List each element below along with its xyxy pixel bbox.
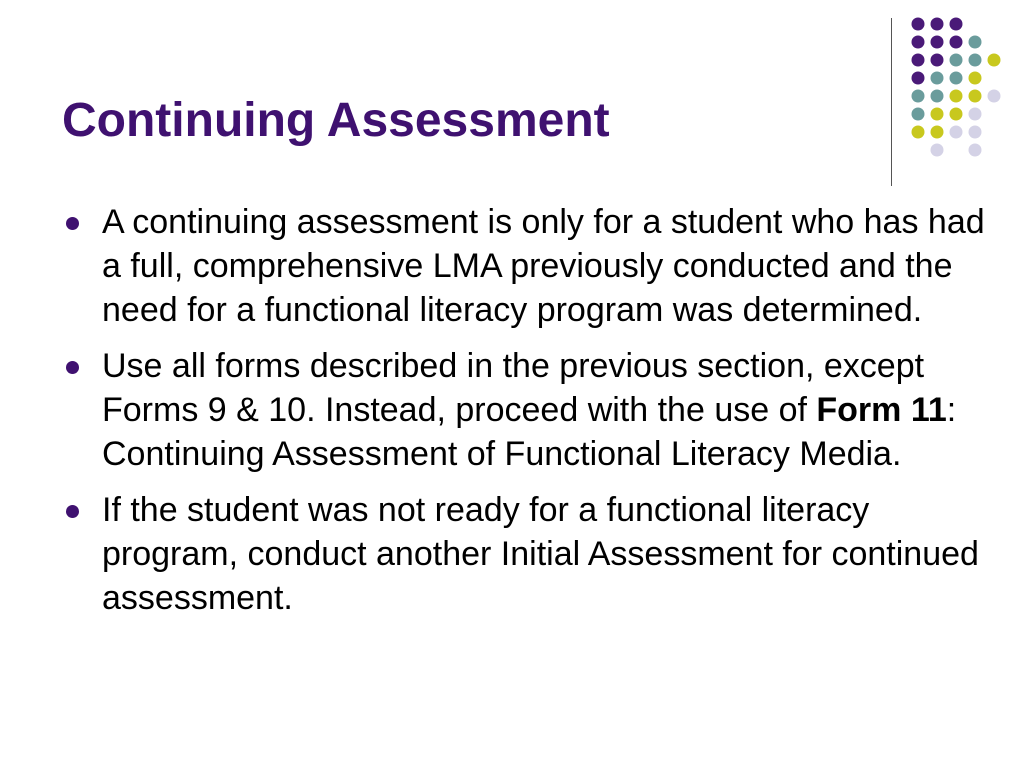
bullet-dot-icon <box>66 505 79 518</box>
decorative-dot <box>931 90 944 103</box>
bullet-dot-icon <box>66 361 79 374</box>
decorative-dot <box>950 36 963 49</box>
bullet-dot-icon <box>66 217 79 230</box>
decorative-dot <box>950 126 963 139</box>
bullet-item <box>62 344 992 476</box>
bullet-text: If the student was not ready for a functional literacy program, conduct another Initial Assessment for continued assessment. <box>102 491 979 617</box>
decorative-dot <box>969 126 982 139</box>
decorative-dot <box>969 144 982 157</box>
decorative-dot <box>950 18 963 31</box>
decorative-dot <box>988 54 1001 67</box>
bullet-text-end: : Continuing Assessment of Functional Literacy Media. <box>102 391 957 473</box>
decorative-dot <box>931 18 944 31</box>
decorative-dot <box>931 54 944 67</box>
decorative-dot <box>969 108 982 121</box>
decorative-dot-grid <box>900 14 1010 164</box>
decorative-dot <box>969 36 982 49</box>
decorative-dot <box>969 90 982 103</box>
decorative-dot <box>931 108 944 121</box>
decorative-dot <box>950 54 963 67</box>
bullet-list <box>62 200 992 632</box>
decorative-dot <box>912 18 925 31</box>
decorative-dot <box>931 36 944 49</box>
bullet-text: A continuing assessment is only for a student who has had a full, comprehensive LMA previously conducted and the need for a functional literacy program was determined. <box>102 203 985 329</box>
decorative-dot <box>950 90 963 103</box>
decorative-divider-line <box>891 18 892 186</box>
decorative-dot <box>931 144 944 157</box>
decorative-dot <box>912 72 925 85</box>
decorative-dot <box>969 72 982 85</box>
bullet-item <box>62 200 992 332</box>
decorative-dot <box>912 54 925 67</box>
form-reference: Form 11 <box>816 391 947 429</box>
decorative-dot <box>912 90 925 103</box>
decorative-dot <box>950 72 963 85</box>
bullet-text-start: Use all forms described in the previous section, except Forms 9 & 10. Instead, proceed with the use of <box>102 347 925 429</box>
decorative-dot <box>912 108 925 121</box>
decorative-dot <box>988 90 1001 103</box>
slide-title: Continuing Assessment <box>62 94 610 147</box>
bullet-item <box>62 488 992 620</box>
decorative-dot <box>931 72 944 85</box>
decorative-dot <box>912 36 925 49</box>
decorative-dot <box>931 126 944 139</box>
decorative-dot <box>950 108 963 121</box>
decorative-dot <box>969 54 982 67</box>
decorative-dot <box>912 126 925 139</box>
